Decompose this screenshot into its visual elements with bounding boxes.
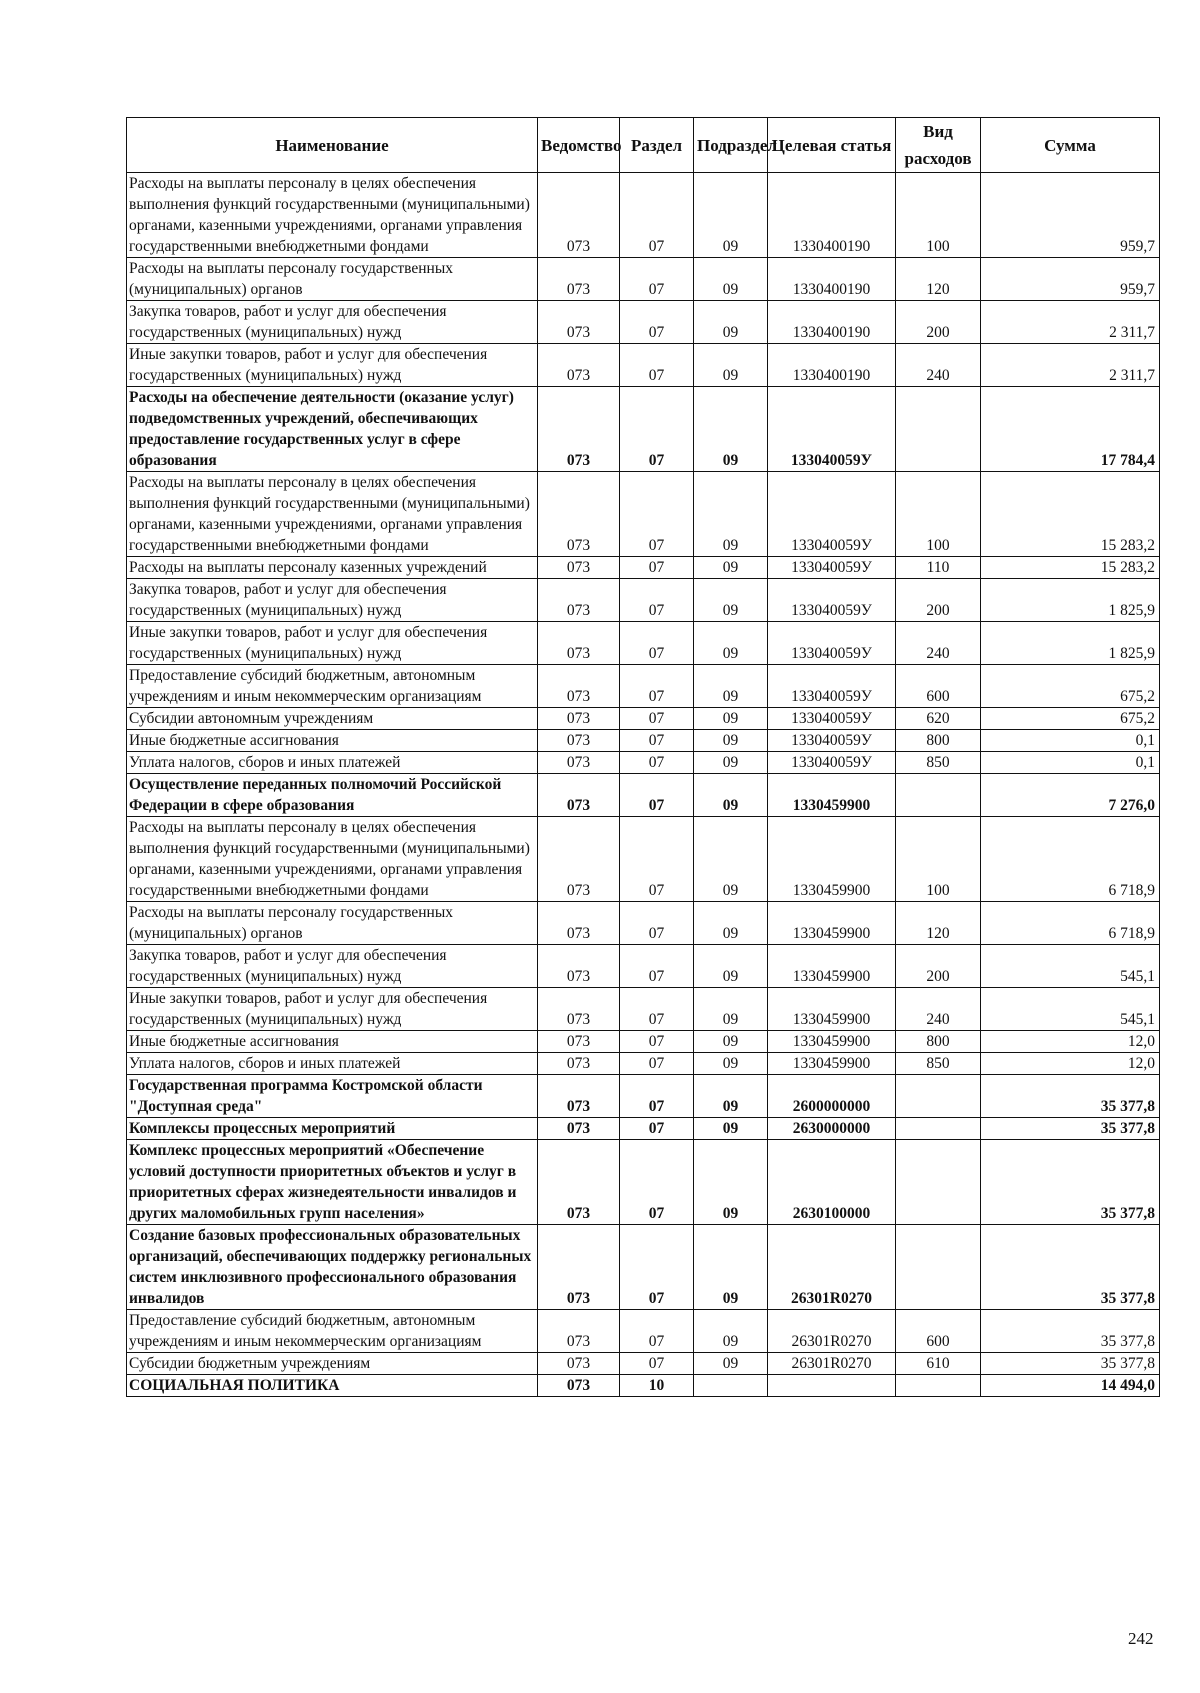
row-type: [896, 1118, 981, 1140]
row-name: Уплата налогов, сборов и иных платежей: [127, 752, 538, 774]
row-type: [896, 1075, 981, 1118]
header-type: Вид расходов: [896, 118, 981, 173]
row-type: 200: [896, 579, 981, 622]
row-type: 850: [896, 1053, 981, 1075]
row-target: 1330459900: [768, 1053, 896, 1075]
row-sum: 35 377,8: [981, 1140, 1160, 1225]
table-row: [127, 988, 1160, 1031]
row-dept: 073: [538, 988, 620, 1031]
header-section: Раздел: [620, 118, 694, 173]
row-target: 26301R0270: [768, 1310, 896, 1353]
row-target: 133040059У: [768, 622, 896, 665]
row-subsection: 09: [694, 622, 768, 665]
row-sum: 14 494,0: [981, 1375, 1160, 1397]
row-name: Комплексы процессных мероприятий: [127, 1118, 538, 1140]
table-row: [127, 557, 1160, 579]
row-subsection: 09: [694, 301, 768, 344]
row-name: Предоставление субсидий бюджетным, автономным учреждениям и иным некоммерческим организациям: [127, 1310, 538, 1353]
row-name: Государственная программа Костромской области "Доступная среда": [127, 1075, 538, 1118]
table-row: [127, 945, 1160, 988]
row-section: 07: [620, 1031, 694, 1053]
row-sum: 0,1: [981, 730, 1160, 752]
row-type: 610: [896, 1353, 981, 1375]
row-subsection: 09: [694, 665, 768, 708]
row-dept: 073: [538, 173, 620, 258]
row-sum: 0,1: [981, 752, 1160, 774]
row-type: 100: [896, 472, 981, 557]
row-subsection: 09: [694, 579, 768, 622]
row-sum: 15 283,2: [981, 472, 1160, 557]
row-name: Иные закупки товаров, работ и услуг для обеспечения государственных (муниципальных) нужд: [127, 622, 538, 665]
row-section: 07: [620, 622, 694, 665]
header-subsection: Подраздел: [694, 118, 768, 173]
row-section: 07: [620, 258, 694, 301]
row-name: СОЦИАЛЬНАЯ ПОЛИТИКА: [127, 1375, 538, 1397]
row-subsection: 09: [694, 344, 768, 387]
table-row: [127, 258, 1160, 301]
row-subsection: 09: [694, 774, 768, 817]
row-target: 2600000000: [768, 1075, 896, 1118]
header-name: Наименование: [127, 118, 538, 173]
row-sum: 675,2: [981, 665, 1160, 708]
row-type: 240: [896, 344, 981, 387]
table-row: [127, 1353, 1160, 1375]
table-row: [127, 730, 1160, 752]
row-sum: 12,0: [981, 1053, 1160, 1075]
row-target: 133040059У: [768, 665, 896, 708]
row-name: Уплата налогов, сборов и иных платежей: [127, 1053, 538, 1075]
header-dept: Ведомство: [538, 118, 620, 173]
row-type: 120: [896, 902, 981, 945]
row-type: [896, 1225, 981, 1310]
row-subsection: 09: [694, 902, 768, 945]
row-sum: 6 718,9: [981, 902, 1160, 945]
row-sum: 15 283,2: [981, 557, 1160, 579]
row-subsection: 09: [694, 1053, 768, 1075]
row-dept: 073: [538, 1053, 620, 1075]
row-target: 1330459900: [768, 945, 896, 988]
row-sum: 7 276,0: [981, 774, 1160, 817]
row-name: Осуществление переданных полномочий Российской Федерации в сфере образования: [127, 774, 538, 817]
row-type: 100: [896, 817, 981, 902]
row-name: Закупка товаров, работ и услуг для обеспечения государственных (муниципальных) нужд: [127, 579, 538, 622]
row-section: 07: [620, 988, 694, 1031]
row-subsection: 09: [694, 817, 768, 902]
row-subsection: 09: [694, 988, 768, 1031]
row-name: Расходы на обеспечение деятельности (оказание услуг) подведомственных учреждений, обеспечивающих предоставление государственных услуг в сфере образования: [127, 387, 538, 472]
row-sum: 17 784,4: [981, 387, 1160, 472]
row-target: 1330400190: [768, 344, 896, 387]
row-sum: 959,7: [981, 258, 1160, 301]
budget-table: [126, 117, 1160, 1397]
row-section: 07: [620, 387, 694, 472]
row-target: [768, 1375, 896, 1397]
table-row: [127, 665, 1160, 708]
row-dept: 073: [538, 1353, 620, 1375]
row-name: Создание базовых профессиональных образовательных организаций, обеспечивающих поддержку региональных систем инклюзивного профессионального образования инвалидов: [127, 1225, 538, 1310]
row-type: 200: [896, 301, 981, 344]
row-subsection: 09: [694, 1353, 768, 1375]
table-row: [127, 1031, 1160, 1053]
row-sum: 35 377,8: [981, 1225, 1160, 1310]
row-section: 07: [620, 1075, 694, 1118]
table-row: [127, 387, 1160, 472]
row-section: 07: [620, 1053, 694, 1075]
page-number: 242: [1128, 1629, 1154, 1648]
row-subsection: 09: [694, 557, 768, 579]
row-dept: 073: [538, 557, 620, 579]
table-row: [127, 902, 1160, 945]
row-type: [896, 387, 981, 472]
row-target: 133040059У: [768, 387, 896, 472]
row-name: Комплекс процессных мероприятий «Обеспечение условий доступности приоритетных объектов и услуг в приоритетных сферах жизнедеятельности инвалидов и других маломобильных групп населения»: [127, 1140, 538, 1225]
table-row: [127, 472, 1160, 557]
table-row: [127, 344, 1160, 387]
row-dept: 073: [538, 752, 620, 774]
row-target: 1330459900: [768, 774, 896, 817]
row-sum: 675,2: [981, 708, 1160, 730]
row-subsection: 09: [694, 1031, 768, 1053]
row-type: 850: [896, 752, 981, 774]
row-type: 100: [896, 173, 981, 258]
row-dept: 073: [538, 301, 620, 344]
row-section: 07: [620, 301, 694, 344]
row-sum: 12,0: [981, 1031, 1160, 1053]
row-subsection: 09: [694, 472, 768, 557]
table-row: [127, 1310, 1160, 1353]
row-section: 10: [620, 1375, 694, 1397]
row-name: Закупка товаров, работ и услуг для обеспечения государственных (муниципальных) нужд: [127, 945, 538, 988]
row-name: Расходы на выплаты персоналу государственных (муниципальных) органов: [127, 258, 538, 301]
row-section: 07: [620, 579, 694, 622]
row-target: 1330400190: [768, 301, 896, 344]
row-target: 133040059У: [768, 472, 896, 557]
row-dept: 073: [538, 1118, 620, 1140]
row-name: Субсидии бюджетным учреждениям: [127, 1353, 538, 1375]
row-name: Расходы на выплаты персоналу в целях обеспечения выполнения функций государственными (муниципальными) органами, казенными учреждениями, органами управления государственными внебюджетными фондами: [127, 472, 538, 557]
row-dept: 073: [538, 344, 620, 387]
row-name: Иные бюджетные ассигнования: [127, 1031, 538, 1053]
row-name: Иные закупки товаров, работ и услуг для обеспечения государственных (муниципальных) нужд: [127, 344, 538, 387]
table-row: [127, 622, 1160, 665]
row-type: 800: [896, 730, 981, 752]
table-row: [127, 708, 1160, 730]
row-section: 07: [620, 902, 694, 945]
row-dept: 073: [538, 1310, 620, 1353]
row-dept: 073: [538, 708, 620, 730]
row-section: 07: [620, 730, 694, 752]
table-row: [127, 1075, 1160, 1118]
row-sum: 545,1: [981, 945, 1160, 988]
row-subsection: 09: [694, 708, 768, 730]
row-subsection: 09: [694, 1310, 768, 1353]
table-row: [127, 817, 1160, 902]
header-sum: Сумма: [981, 118, 1160, 173]
row-sum: 1 825,9: [981, 622, 1160, 665]
row-type: 800: [896, 1031, 981, 1053]
row-target: 133040059У: [768, 557, 896, 579]
table-row: [127, 1053, 1160, 1075]
row-target: 1330400190: [768, 173, 896, 258]
row-section: 07: [620, 173, 694, 258]
table-body: [127, 173, 1160, 1397]
row-sum: 35 377,8: [981, 1353, 1160, 1375]
row-target: 133040059У: [768, 579, 896, 622]
row-section: 07: [620, 472, 694, 557]
row-subsection: 09: [694, 173, 768, 258]
row-section: 07: [620, 557, 694, 579]
row-type: 240: [896, 988, 981, 1031]
table-row: [127, 752, 1160, 774]
table-row: [127, 301, 1160, 344]
row-type: 240: [896, 622, 981, 665]
header-target: Целевая статья: [768, 118, 896, 173]
row-name: Расходы на выплаты персоналу казенных учреждений: [127, 557, 538, 579]
table-row: [127, 1225, 1160, 1310]
row-dept: 073: [538, 622, 620, 665]
row-sum: 1 825,9: [981, 579, 1160, 622]
row-dept: 073: [538, 1140, 620, 1225]
row-section: 07: [620, 708, 694, 730]
table-row: [127, 1375, 1160, 1397]
row-dept: 073: [538, 1375, 620, 1397]
row-name: Иные закупки товаров, работ и услуг для обеспечения государственных (муниципальных) нужд: [127, 988, 538, 1031]
row-type: 600: [896, 1310, 981, 1353]
row-name: Расходы на выплаты персоналу в целях обеспечения выполнения функций государственными (муниципальными) органами, казенными учреждениями, органами управления государственными внебюджетными фондами: [127, 817, 538, 902]
row-target: 26301R0270: [768, 1225, 896, 1310]
row-target: 1330459900: [768, 817, 896, 902]
row-target: 2630100000: [768, 1140, 896, 1225]
row-dept: 073: [538, 472, 620, 557]
table-row: [127, 1140, 1160, 1225]
row-subsection: 09: [694, 1118, 768, 1140]
row-dept: 073: [538, 730, 620, 752]
table-header-row: [127, 118, 1160, 173]
row-subsection: 09: [694, 945, 768, 988]
row-dept: 073: [538, 774, 620, 817]
row-type: 600: [896, 665, 981, 708]
row-sum: 35 377,8: [981, 1310, 1160, 1353]
row-target: 1330459900: [768, 1031, 896, 1053]
row-section: 07: [620, 945, 694, 988]
row-subsection: 09: [694, 387, 768, 472]
row-section: 07: [620, 1310, 694, 1353]
row-sum: 35 377,8: [981, 1118, 1160, 1140]
row-name: Иные бюджетные ассигнования: [127, 730, 538, 752]
row-section: 07: [620, 1225, 694, 1310]
row-section: 07: [620, 1353, 694, 1375]
row-section: 07: [620, 1140, 694, 1225]
row-subsection: 09: [694, 1225, 768, 1310]
row-name: Расходы на выплаты персоналу в целях обеспечения выполнения функций государственными (муниципальными) органами, казенными учреждениями, органами управления государственными внебюджетными фондами: [127, 173, 538, 258]
row-section: 07: [620, 665, 694, 708]
row-sum: 545,1: [981, 988, 1160, 1031]
row-type: [896, 1375, 981, 1397]
row-name: Предоставление субсидий бюджетным, автономным учреждениям и иным некоммерческим организациям: [127, 665, 538, 708]
row-target: 1330459900: [768, 988, 896, 1031]
row-target: 1330400190: [768, 258, 896, 301]
row-type: 110: [896, 557, 981, 579]
row-subsection: 09: [694, 258, 768, 301]
row-section: 07: [620, 344, 694, 387]
row-dept: 073: [538, 579, 620, 622]
row-sum: 35 377,8: [981, 1075, 1160, 1118]
row-type: [896, 1140, 981, 1225]
row-name: Расходы на выплаты персоналу государственных (муниципальных) органов: [127, 902, 538, 945]
row-target: 133040059У: [768, 708, 896, 730]
row-dept: 073: [538, 387, 620, 472]
table-row: [127, 774, 1160, 817]
row-sum: 2 311,7: [981, 301, 1160, 344]
row-type: 620: [896, 708, 981, 730]
row-section: 07: [620, 752, 694, 774]
row-dept: 073: [538, 1031, 620, 1053]
row-target: 133040059У: [768, 752, 896, 774]
row-target: 2630000000: [768, 1118, 896, 1140]
row-type: 200: [896, 945, 981, 988]
row-sum: 959,7: [981, 173, 1160, 258]
row-section: 07: [620, 817, 694, 902]
row-target: 133040059У: [768, 730, 896, 752]
row-dept: 073: [538, 258, 620, 301]
row-target: 1330459900: [768, 902, 896, 945]
row-subsection: 09: [694, 752, 768, 774]
table-row: [127, 173, 1160, 258]
row-sum: 6 718,9: [981, 817, 1160, 902]
row-subsection: [694, 1375, 768, 1397]
row-name: Закупка товаров, работ и услуг для обеспечения государственных (муниципальных) нужд: [127, 301, 538, 344]
row-dept: 073: [538, 665, 620, 708]
row-dept: 073: [538, 945, 620, 988]
row-name: Субсидии автономным учреждениям: [127, 708, 538, 730]
row-target: 26301R0270: [768, 1353, 896, 1375]
row-subsection: 09: [694, 1075, 768, 1118]
row-type: 120: [896, 258, 981, 301]
row-dept: 073: [538, 1225, 620, 1310]
table-row: [127, 1118, 1160, 1140]
table-row: [127, 579, 1160, 622]
row-dept: 073: [538, 817, 620, 902]
row-sum: 2 311,7: [981, 344, 1160, 387]
row-dept: 073: [538, 1075, 620, 1118]
row-type: [896, 774, 981, 817]
row-section: 07: [620, 1118, 694, 1140]
budget-table-sheet: [126, 117, 1159, 1397]
row-section: 07: [620, 774, 694, 817]
row-subsection: 09: [694, 1140, 768, 1225]
row-dept: 073: [538, 902, 620, 945]
row-subsection: 09: [694, 730, 768, 752]
